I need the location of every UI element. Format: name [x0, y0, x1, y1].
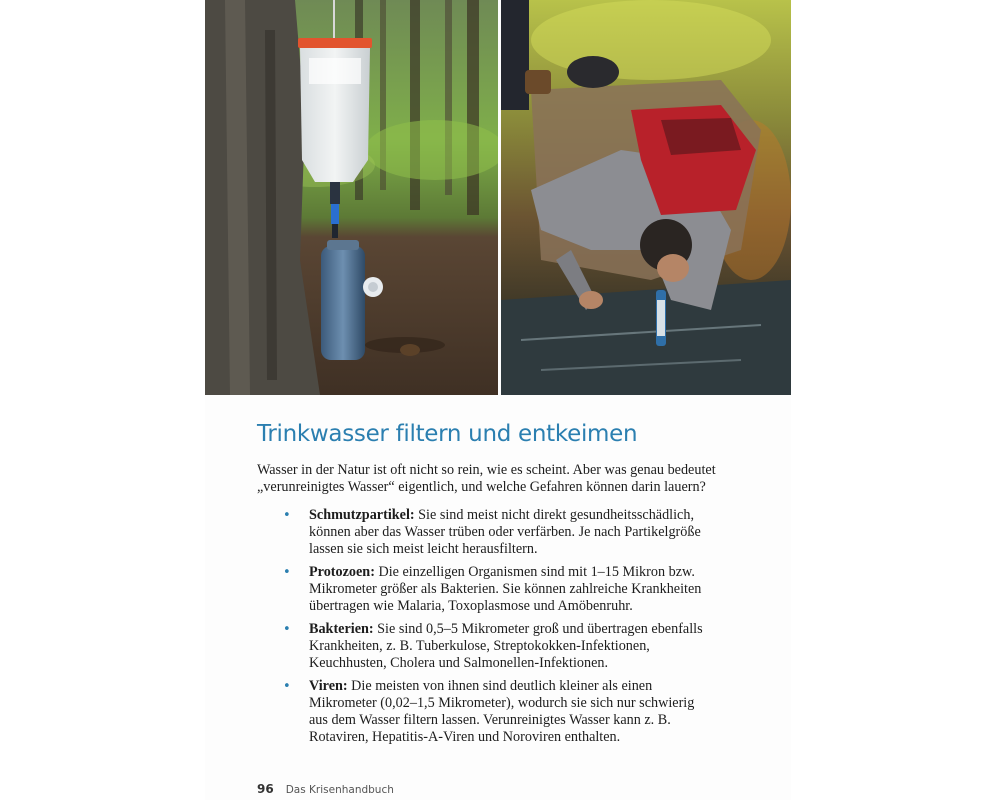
list-item	[283, 678, 713, 746]
bullet-dot-icon: •	[283, 565, 291, 580]
bullet-term: Viren:	[309, 678, 348, 694]
bullet-dot-icon: •	[283, 622, 291, 637]
bullet-term: Bakterien:	[309, 621, 374, 637]
bullet-text: Die meisten von ihnen sind deutlich kleiner als einen Mikrometer (0,02–1,5 Mikrometer), wodurch sie sich nur schwierig aus dem Wasser filtern lassen. Verunreinigtes Wasser kann z. B. Rotaviren, Hepatitis-A-Viren und Noroviren enthalten.	[309, 678, 695, 745]
bullet-text: Sie sind meist nicht direkt gesundheitsschädlich, können aber das Wasser trüben oder verfärben. Je nach Partikelgröße lassen sie sich meist leicht herausfiltern.	[309, 507, 701, 557]
section-title: Trinkwasser filtern und entkeimen	[257, 421, 638, 447]
book-page	[205, 0, 791, 800]
book-title: Das Krisenhandbuch	[285, 784, 394, 796]
bullet-list	[283, 507, 713, 752]
intro-paragraph: Wasser in der Natur ist oft nicht so rein, wie es scheint. Aber was genau bedeutet „verunreinigtes Wasser“ eigentlich, und welche Gefahren können darin lauern?	[257, 462, 716, 495]
photo-gravity-filter	[205, 0, 498, 395]
list-item	[283, 621, 713, 672]
photo-straw-filter	[501, 0, 791, 395]
bullet-dot-icon: •	[283, 508, 291, 523]
bullet-dot-icon: •	[283, 679, 291, 694]
page-number: 96	[257, 782, 274, 796]
page-footer	[257, 782, 394, 796]
bullet-text: Sie sind 0,5–5 Mikrometer groß und übertragen ebenfalls Krankheiten, z. B. Tuberkulose, Streptokokken-Infektionen, Keuchhusten, Cholera und Salmonellen-Infektionen.	[309, 621, 703, 671]
bullet-text: Die einzelligen Organismen sind mit 1–15 Mikron bzw. Mikrometer größer als Bakterien. Sie können zahlreiche Krankheiten übertragen wie Malaria, Toxoplasmose und Amöbenruhr.	[309, 564, 702, 614]
bullet-term: Protozoen:	[309, 564, 375, 580]
bullet-term: Schmutzpartikel:	[309, 507, 415, 523]
list-item	[283, 507, 713, 558]
list-item	[283, 564, 713, 615]
